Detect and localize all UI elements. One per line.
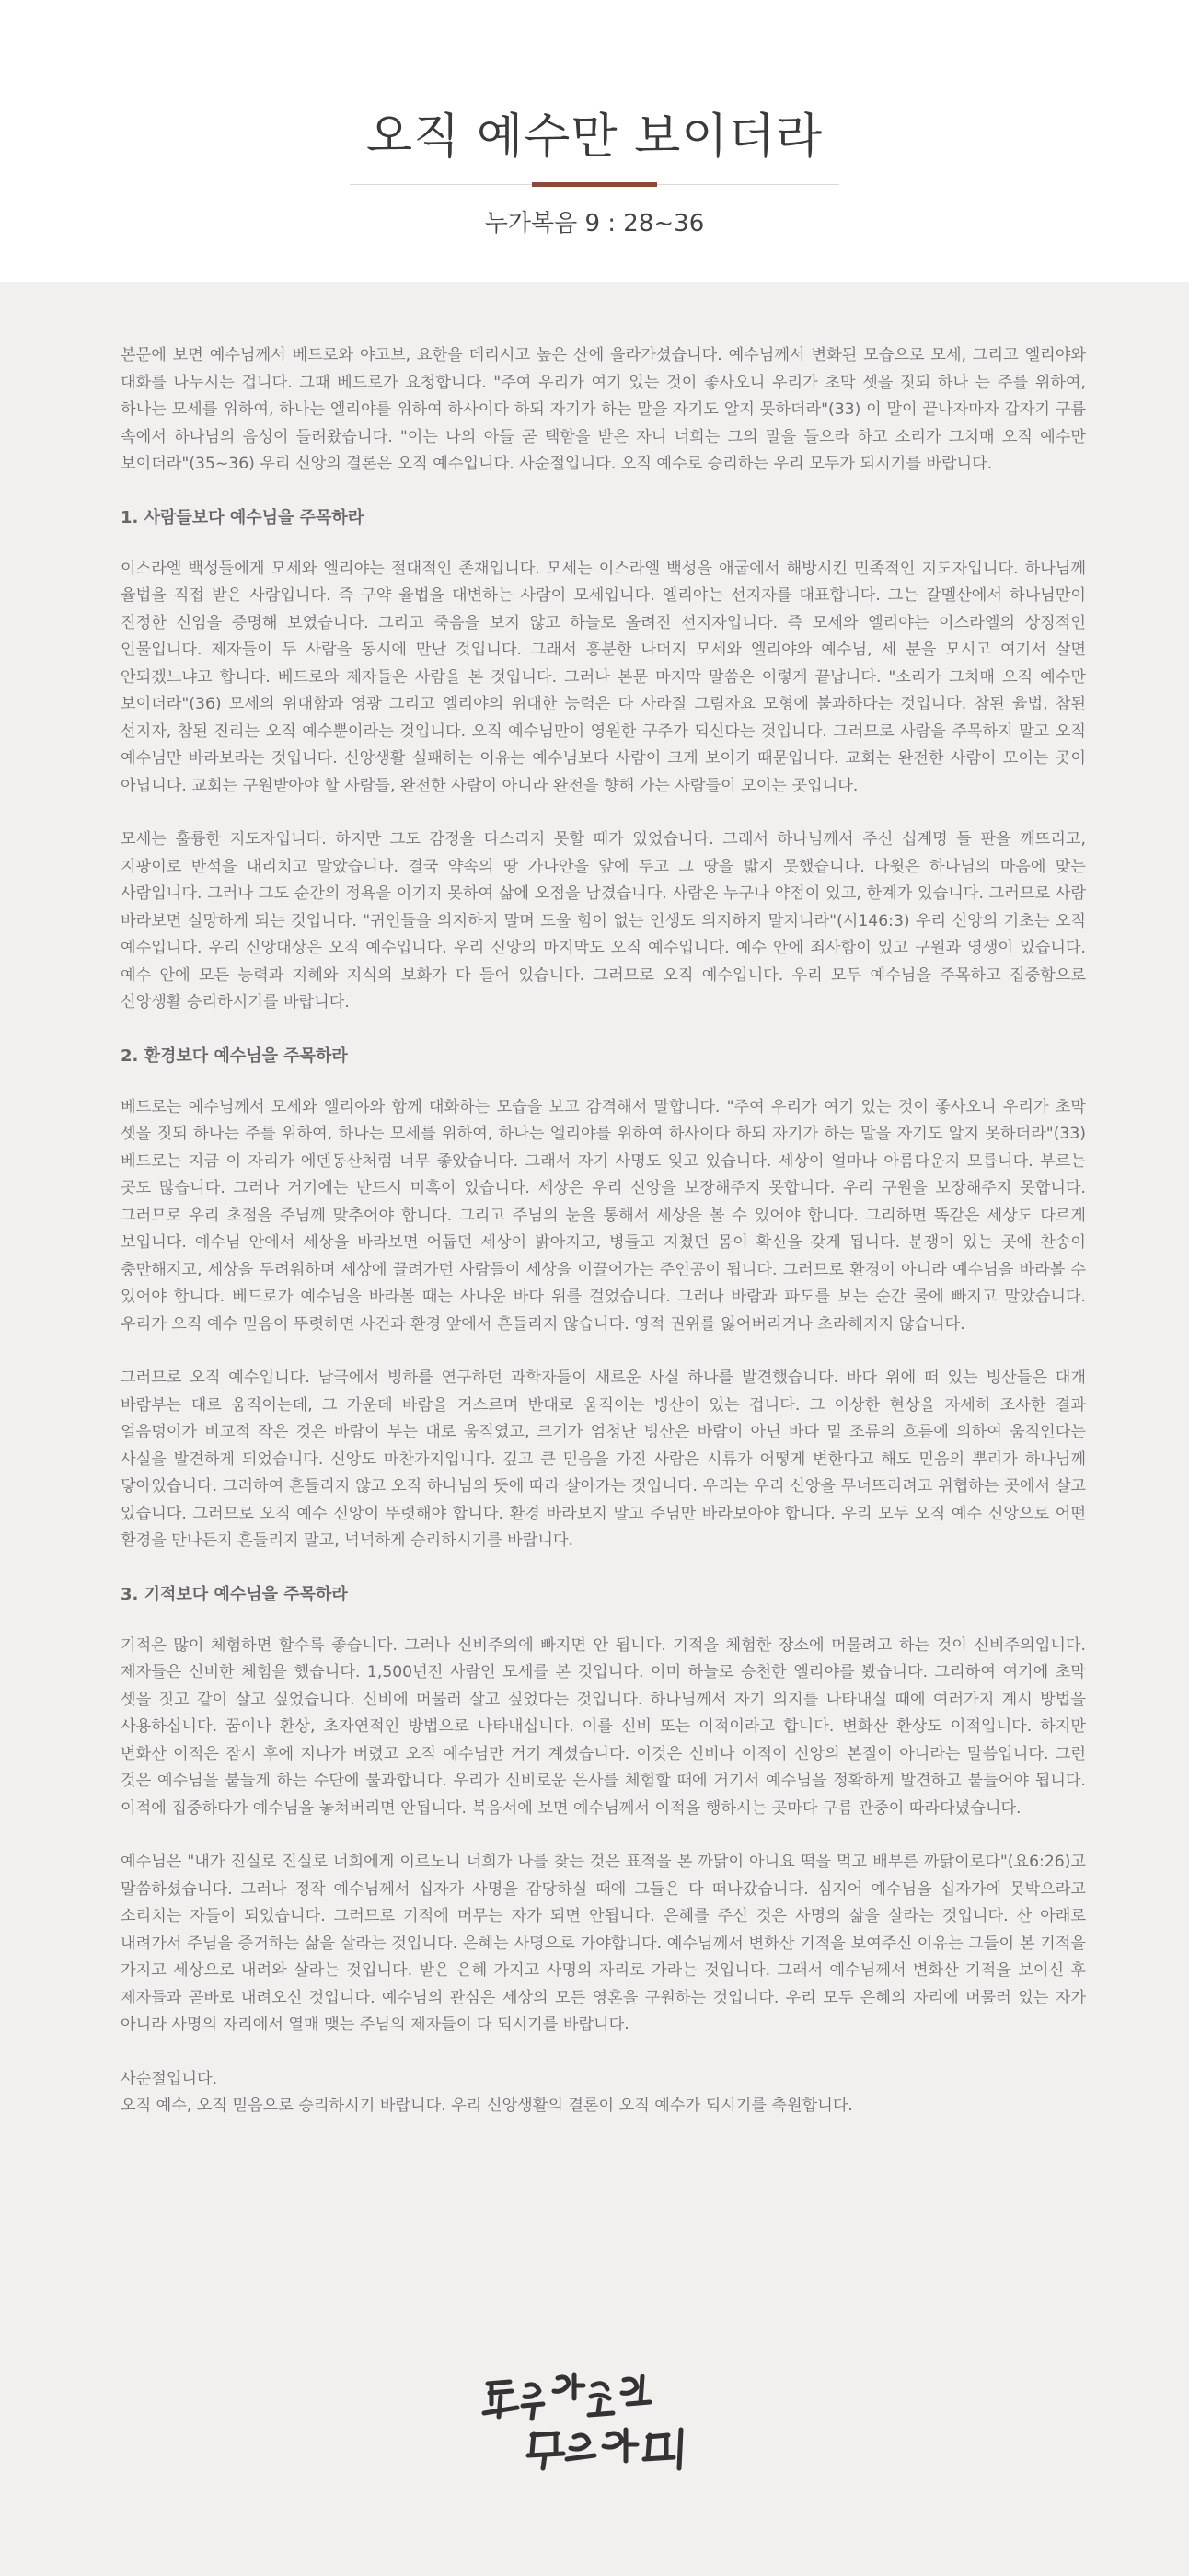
section-1-paragraph-1: 이스라엘 백성들에게 모세와 엘리야는 절대적인 존재입니다. 모세는 이스라엘 백성을 애굽에서 해방시킨 민족적인 지도자입니다. 하나님께 율법을 직접 받은 사람입니다. 즉 구약 율법을 대변하는 사람이 모세입니다. 엘리야는 선지자를 대표합니다. 그는 갈멜산에서 하나님만이 진정한 신임을 증명해 보였습니다. 그리고 죽음을 보지 않고 하늘로 올려진 선지자입니다. 즉 모세와 엘리야는 이스라엘의 상징적인 인물입니다. 제자들이 두 사람을 동시에 만난 것입니다. 그래서 흥분한 나머지 모세와 엘리야와 예수님, 세 분을 모시고 여기서 살면 안되겠느냐고 합니다. 베드로와 제자들은 사람을 본 것입니다. 그러나 본문 마지막 말씀은 이렇게 끝납니다. "소리가 그치매 오직 예수만 보이더라"(36) 모세의 위대함과 영광 그리고 엘리야의 위대한 능력은 다 사라질 그림자요 모형에 불과하다는 것입니다. 참된 율법, 참된 선지자, 참된 진리는 오직 예수뿐이라는 것입니다. 오직 예수님만이 영원한 구주가 되신다는 것입니다. 그러므로 사람을 주목하지 말고 오직 예수님만 바라보라는 것입니다. 신앙생활 실패하는 이유는 예수님보다 사람이 크게 보이기 때문입니다. 교회는 완전한 사람이 모이는 곳이 아닙니다. 교회는 구원받아야 할 사람들, 완전한 사람이 아니라 완전을 향해 가는 사람들이 모이는 곳입니다. — [121, 559, 1086, 795]
intro-paragraph: 본문에 보면 예수님께서 베드로와 야고보, 요한을 데리시고 높은 산에 올라가셨습니다. 예수님께서 변화된 모습으로 모세, 그리고 엘리야와 대화를 나누시는 겁니다. 그때 베드로가 요청합니다. "주여 우리가 여기 있는 것이 좋사오니 우리가 초막 셋을 짓되 하나 는 주를 위하여, 하나는 모세를 위하여, 하나는 엘리야를 위하여 하사이다 하되 자기가 하는 말을 자기도 알지 못하더라"(33) 이 말이 끝나자마자 갑자기 구름 속에서 하나님의 음성이 들려왔습니다. "이는 나의 아들 곧 택함을 받은 자니 너희는 그의 말을 들으라 하고 소리가 그치매 오직 예수만 보이더라"(35~36) 우리 신앙의 결론은 오직 예수입니다. 사순절입니다. 오직 예수로 승리하는 우리 모두가 되시기를 바랍니다. — [121, 346, 1086, 473]
closing-line-1: 사순절입니다. — [121, 2069, 218, 2088]
section-3-paragraph-2: 예수님은 "내가 진실로 진실로 너희에게 이르노니 너희가 나를 찾는 것은 표적을 본 까닭이 아니요 떡을 먹고 배부른 까닭이로다"(요6:26)고 말씀하셨습니다. 그러나 정작 예수님께서 십자가 사명을 감당하실 때에 그들은 다 떠나갔습니다. 심지어 예수님을 십자가에 못박으라고 소리치는 자들이 되었습니다. 그러므로 기적에 머무는 자가 되면 안됩니다. 은혜를 주신 것은 사명의 삶을 살라는 것입니다. 산 아래로 내려가서 주님을 증거하는 삶을 살라는 것입니다. 은혜는 사명으로 가야합니다. 예수님께서 변화산 기적을 보여주신 이유는 그들이 본 기적을 가지고 세상으로 내려와 살라는 것입니다. 받은 은혜 가지고 사명의 자리로 가라는 것입니다. 그래서 예수님께서 변화산 기적을 보이신 후 제자들과 곧바로 내려오신 것입니다. 예수님의 관심은 세상의 모든 영혼을 구원하는 것입니다. 우리 모두 은혜의 자리에 머물러 있는 자가 아니라 사명의 자리에서 열매 맺는 주님의 제자들이 다 되시기를 바랍니다. — [121, 1853, 1086, 2034]
closing-line-2: 오직 예수, 오직 믿음으로 승리하시기 바랍니다. 우리 신앙생활의 결론이 오직 예수가 되시기를 축원합니다. — [121, 2097, 853, 2115]
scripture-reference: 누가복음 9 : 28~36 — [484, 210, 705, 237]
church-logo — [479, 2365, 718, 2485]
section-2-heading: 2. 환경보다 예수님을 주목하라 — [121, 1045, 348, 1066]
title-accent-bar — [532, 182, 657, 187]
sermon-body — [121, 342, 1086, 2120]
section-3-paragraph-1: 기적은 많이 체험하면 할수록 좋습니다. 그러나 신비주의에 빠지면 안 됩니다. 기적을 체험한 장소에 머물려고 하는 것이 신비주의입니다. 제자들은 신비한 체험을 했습니다. 1,500년전 사람인 모세를 본 것입니다. 이미 하늘로 승천한 엘리야를 봤습니다. 그리하여 여기에 초막 셋을 짓고 같이 살고 싶었습니다. 신비에 머물러 살고 싶었다는 것입니다. 하나님께서 자기 의지를 나타내실 때에 여러가지 계시 방법을 사용하십니다. 꿈이나 환상, 초자연적인 방법으로 나타내십니다. 이를 신비 또는 이적이라고 합니다. 변화산 환상도 이적입니다. 하지만 변화산 이적은 잠시 후에 지나가 버렸고 오직 예수님만 거기 계셨습니다. 이것은 신비나 이적이 신앙의 본질이 아니라는 말씀입니다. 그런 것은 예수님을 붙들게 하는 수단에 불과합니다. 우리가 신비로운 은사를 체험할 때에 거기서 예수님을 정확하게 발견하고 붙들어야 됩니다. 이적에 집중하다가 예수님을 놓쳐버리면 안됩니다. 복음서에 보면 예수님께서 이적을 행하시는 곳마다 구름 관중이 따라다녔습니다. — [121, 1635, 1086, 1818]
section-2-paragraph-2: 그러므로 오직 예수입니다. 남극에서 빙하를 연구하던 과학자들이 새로운 사실 하나를 발견했습니다. 바다 위에 떠 있는 빙산들은 대개 바람부는 대로 움직이는데, 그 가운데 바람을 거스르며 반대로 움직이는 빙산이 있는 겁니다. 그 이상한 현상을 자세히 조사한 결과 얼음덩이가 비교적 작은 것은 바람이 부는 대로 움직였고, 크기가 엄청난 빙산은 바람이 아닌 바다 밑 조류의 흐름에 의하여 움직인다는 사실을 발견하게 되었습니다. 신앙도 마찬가지입니다. 깊고 큰 믿음을 가진 사람은 시류가 어떻게 변한다고 해도 믿음의 뿌리가 하나님께 닿아있습니다. 그러하여 흔들리지 않고 오직 하나님의 뜻에 따라 살아가는 것입니다. 우리는 우리 신앙을 무너뜨리려고 위협하는 곳에서 살고 있습니다. 그러므로 오직 예수 신앙이 뚜렷해야 합니다. 환경 바라보지 말고 주님만 바라보아야 합니다. 우리 모두 오직 예수 신앙으로 어떤 환경을 만나든지 흔들리지 말고, 넉넉하게 승리하시기를 바랍니다. — [121, 1369, 1086, 1550]
section-1-heading: 1. 사람들보다 예수님을 주목하라 — [121, 507, 364, 527]
section-3-heading: 3. 기적보다 예수님을 주목하라 — [121, 1584, 348, 1604]
section-2-paragraph-1: 베드로는 예수님께서 모세와 엘리야와 함께 대화하는 모습을 보고 감격해서 말합니다. "주여 우리가 여기 있는 것이 좋사오니 우리가 초막 셋을 짓되 하나는 주를 위하여, 하나는 모세를 위하여, 하나는 엘리야를 위하여 하사이다 하되 자기가 하는 말을 자기도 알지 못하더라"(33) 베드로는 지금 이 자리가 에덴동산처럼 너무 좋았습니다. 그래서 자기 사명도 잊고 있습니다. 세상이 얼마나 아름다운지 모릅니다. 부르는 곳도 많습니다. 그러나 거기에는 반드시 미혹이 있습니다. 세상은 우리 신앙을 보장해주지 못합니다. 우리 구원을 보장해주지 못합니다. 그러므로 우리 초점을 주님께 맞추어야 합니다. 그리고 주님의 눈을 통해서 세상을 볼 수 있어야 합니다. 그리하면 똑같은 세상도 다르게 보입니다. 예수님 안에서 세상을 바라보면 어둡던 세상이 밝아지고, 병들고 지쳤던 몸이 확신을 갖게 됩니다. 분쟁이 있는 곳에 찬송이 충만해지고, 세상을 두려워하며 세상에 끌려가던 사람들이 세상을 이끌어가는 주인공이 됩니다. 그러므로 환경이 아니라 예수님을 바라볼 수 있어야 합니다. 베드로가 예수님을 바라볼 때는 사나운 바다 위를 걸었습니다. 그러나 바람과 파도를 보는 순간 물에 빠지고 말았습니다. 우리가 오직 예수 믿음이 뚜렷하면 사건과 환경 앞에서 흔들리지 않습니다. 영적 권위를 잃어버리거나 초라해지지 않습니다. — [121, 1097, 1086, 1334]
page-header — [0, 0, 1189, 282]
page-title: 오직 예수만 보이더라 — [365, 110, 824, 165]
section-1-paragraph-2: 모세는 훌륭한 지도자입니다. 하지만 그도 감정을 다스리지 못할 때가 있었습니다. 그래서 하나님께서 주신 십계명 돌 판을 깨뜨리고, 지팡이로 반석을 내리치고 말았습니다. 결국 약속의 땅 가나안을 앞에 두고 그 땅을 밟지 못했습니다. 다윗은 하나님의 마음에 맞는 사람입니다. 그러나 그도 순간의 정욕을 이기지 못하여 삶에 오점을 남겼습니다. 사람은 누구나 약점이 있고, 한계가 있습니다. 그러므로 사람 바라보면 실망하게 되는 것입니다. "귀인들을 의지하지 말며 도울 힘이 없는 인생도 의지하지 말지니라"(시146:3) 우리 신앙의 기초는 오직 예수입니다. 우리 신앙대상은 오직 예수입니다. 우리 신앙의 마지막도 오직 예수입니다. 예수 안에 죄사함이 있고 구원과 영생이 있습니다. 예수 안에 모든 능력과 지혜와 지식의 보화가 다 들어 있습니다. 그러므로 오직 예수입니다. 우리 모두 예수님을 주목하고 집중함으로 신앙생활 승리하시기를 바랍니다. — [121, 830, 1086, 1011]
